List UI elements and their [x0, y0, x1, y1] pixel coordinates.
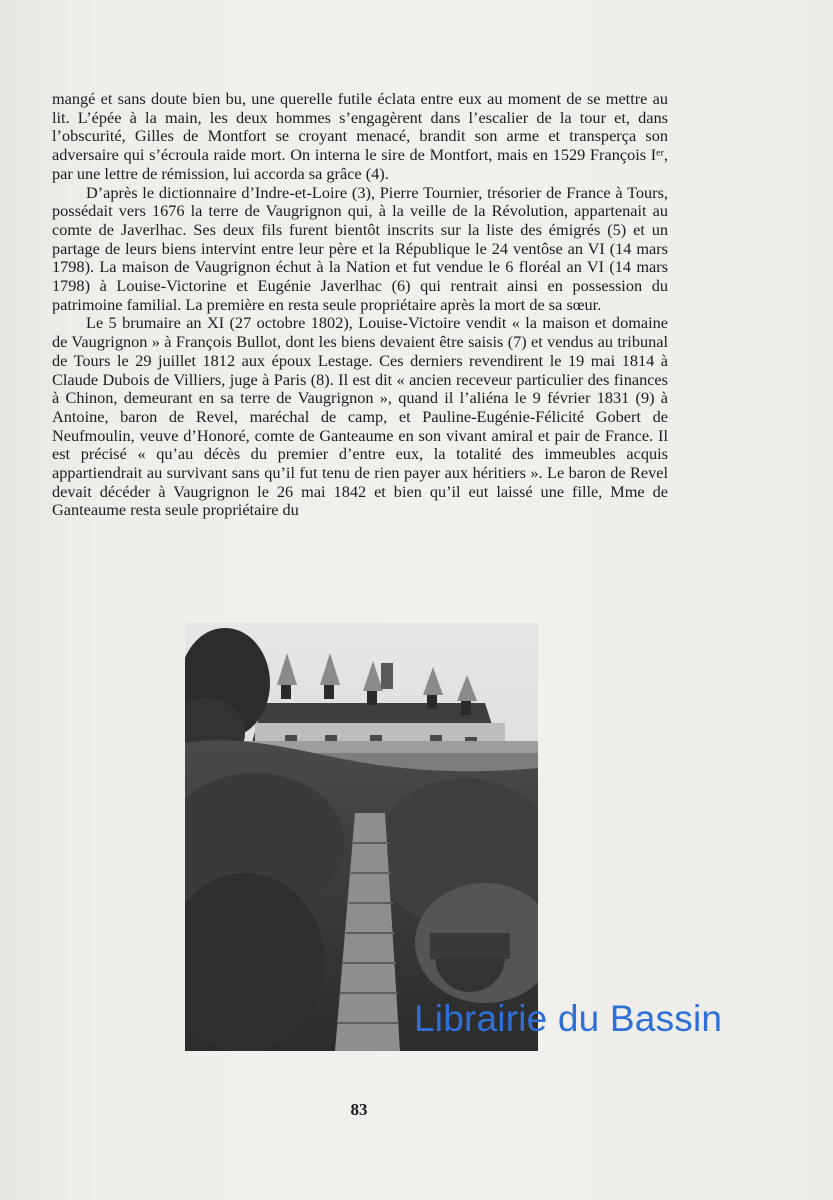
watermark: Librairie du Bassin	[414, 998, 723, 1039]
page-number: 83	[350, 1100, 368, 1119]
body-text	[52, 90, 668, 520]
chateau-photo	[185, 623, 538, 1051]
paragraph-3: Le 5 brumaire an XI (27 octobre 1802), Louise-Victoire vendit « la maison et domaine de Vaugrignon » à François Bullot, dont les biens devaient être saisis (7) et vendus au tribunal de Tours le 29 juillet 1812 aux époux Lestage. Ces derniers revendirent le 19 mai 1814 à Claude Dubois de Villiers, juge à Paris (8). Il est dit « ancien receveur particulier des finances à Chinon, demeurant en sa terre de Vaugrignon », quand il l’aliéna le 9 février 1831 (9) à Antoine, baron de Revel, maréchal de camp, et Pauline-Eugénie-Félicité Gobert de Neufmoulin, veuve d’Honoré, comte de Ganteaume en son vivant amiral et pair de France. Il est précisé « qu’au décès du premier d’entre eux, la totalité des immeubles acquis appartiendrait au survivant sans qu’il fut tenu de rien payer aux héritiers ». Le baron de Revel devait décéder à Vaugrignon le 26 mai 1842 et bien qu’il eut laissé une fille, Mme de Ganteaume resta seule propriétaire du	[52, 313, 668, 520]
paragraph-2: D’après le dictionnaire d’Indre-et-Loire (3), Pierre Tournier, trésorier de France à Tours, possédait vers 1676 la terre de Vaugrignon qui, à la veille de la Révolution, appartenait au comte de Javerlhac. Ses deux fils furent bientôt inscrits sur la liste des émigrés (5) et un partage de leurs biens intervint entre leur père et la République le 24 ventôse an VI (14 mars 1798). La maison de Vaugrignon échut à la Nation et fut vendue le 6 floréal an VI (14 mars 1798) à Louise-Victorine et Eugénie Javerlhac (6) qui rentrait ainsi en possession du patrimoine familial. La première en resta seule propriétaire après la mort de sa sœur.	[52, 182, 668, 314]
paragraph-1: mangé et sans doute bien bu, une querelle futile éclata entre eux au moment de se mettre au lit. L’épée à la main, les deux hommes s’engagèrent dans l’escalier de la tour et, dans l’obscurité, Gilles de Montfort se croyant menacé, brandit son arme et transperça son adversaire qui s’écroula raide mort. On interna le sire de Montfort, mais en 1529 François Iᵉʳ, par une lettre de rémission, lui accorda sa grâce (4).	[52, 89, 668, 183]
chateau-photo-drawing	[185, 623, 538, 1051]
